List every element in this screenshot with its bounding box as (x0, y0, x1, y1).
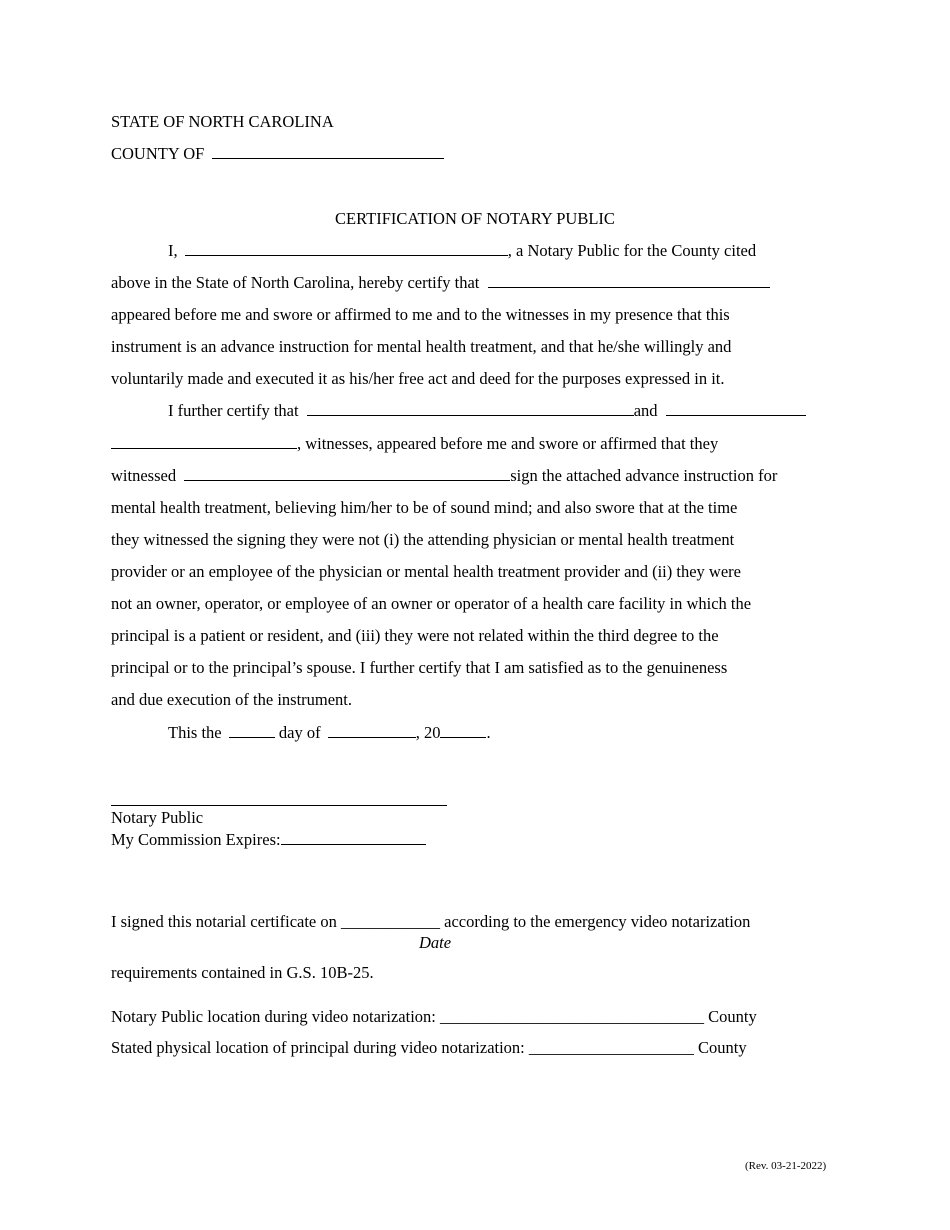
para2-line4: mental health treatment, believing him/her to be of sound mind; and also swore that at the time (111, 498, 738, 517)
commission-line (111, 830, 426, 850)
video-line1 (111, 912, 750, 932)
date-line (168, 723, 491, 743)
para1-line1 (168, 241, 756, 261)
county-label: COUNTY OF (111, 144, 205, 163)
commission-label: My Commission Expires: (111, 830, 281, 849)
date-line-text: , 20 (415, 723, 441, 742)
video-text: according to the emergency video notarization (444, 912, 751, 931)
principal-location-line (111, 1038, 747, 1058)
para2-text: sign the attached advance instruction for (510, 466, 778, 485)
para1-text: above in the State of North Carolina, hereby certify that (111, 273, 480, 292)
notary-signature-line[interactable] (111, 805, 447, 806)
principal-location-blank[interactable]: ____________________ (528, 1038, 694, 1057)
revision-note: (Rev. 03-21-2022) (745, 1160, 827, 1172)
notary-location-blank[interactable]: ________________________________ (440, 1007, 705, 1026)
para1-line2 (111, 273, 770, 293)
commission-expires-blank[interactable] (281, 830, 426, 845)
para2-line9: principal or to the principal’s spouse. I further certify that I am satisfied as to the genuineness (111, 658, 728, 677)
para2-line5: they witnessed the signing they were not (i) the attending physician or mental health treatment (111, 530, 735, 549)
date-caption: Date (419, 933, 452, 952)
para2-line7: not an owner, operator, or employee of an owner or operator of a health care facility in which the (111, 594, 752, 613)
notary-location-line (111, 1007, 757, 1027)
date-line-text: This the (168, 723, 222, 742)
date-line-text: day of (278, 723, 321, 742)
notary-location-label: Notary Public location during video notarization: (111, 1007, 436, 1026)
para2-text: witnessed (111, 466, 177, 485)
para2-line6: provider or an employee of the physician or mental health treatment provider and (ii) they were (111, 562, 741, 581)
para2-line3 (111, 466, 777, 486)
notary-name-blank[interactable] (185, 241, 508, 256)
para2-text: and (633, 401, 658, 420)
witness2-name-blank-start[interactable] (666, 401, 806, 416)
video-line2: requirements contained in G.S. 10B-25. (111, 963, 374, 982)
principal-name-blank[interactable] (488, 273, 770, 288)
county-suffix: County (698, 1038, 747, 1057)
document-title: CERTIFICATION OF NOTARY PUBLIC (335, 209, 615, 228)
para2-text: I further certify that (168, 401, 299, 420)
principal-location-label: Stated physical location of principal during video notarization: (111, 1038, 525, 1057)
para1-text: I, (168, 241, 178, 260)
notary-public-label: Notary Public (111, 808, 204, 827)
witness2-name-blank-end[interactable] (111, 434, 297, 449)
signed-date-blank[interactable]: ____________ (341, 912, 441, 931)
para1-text: , a Notary Public for the County cited (507, 241, 757, 260)
witness1-name-blank[interactable] (307, 401, 634, 416)
para2-line8: principal is a patient or resident, and (iii) they were not related within the third degree to the (111, 626, 719, 645)
year-blank[interactable] (440, 723, 486, 738)
para1-line5: voluntarily made and executed it as his/her free act and deed for the purposes expressed in it. (111, 369, 725, 388)
video-text: I signed this notarial certificate on (111, 912, 337, 931)
para2-text: , witnesses, appeared before me and swore or affirmed that they (297, 434, 719, 453)
county-blank[interactable] (212, 144, 444, 159)
para2-line2 (111, 434, 718, 454)
county-line (111, 144, 444, 164)
county-suffix: County (708, 1007, 757, 1026)
para1-line3: appeared before me and swore or affirmed to me and to the witnesses in my presence that this (111, 305, 730, 324)
day-blank[interactable] (229, 723, 275, 738)
month-blank[interactable] (328, 723, 416, 738)
date-line-text: . (486, 723, 491, 742)
para2-line10: and due execution of the instrument. (111, 690, 353, 709)
para1-line4: instrument is an advance instruction for mental health treatment, and that he/she willingly and (111, 337, 732, 356)
para2-line1 (168, 401, 806, 421)
state-heading: STATE OF NORTH CAROLINA (111, 112, 334, 131)
principal-witnessed-blank[interactable] (184, 466, 510, 481)
